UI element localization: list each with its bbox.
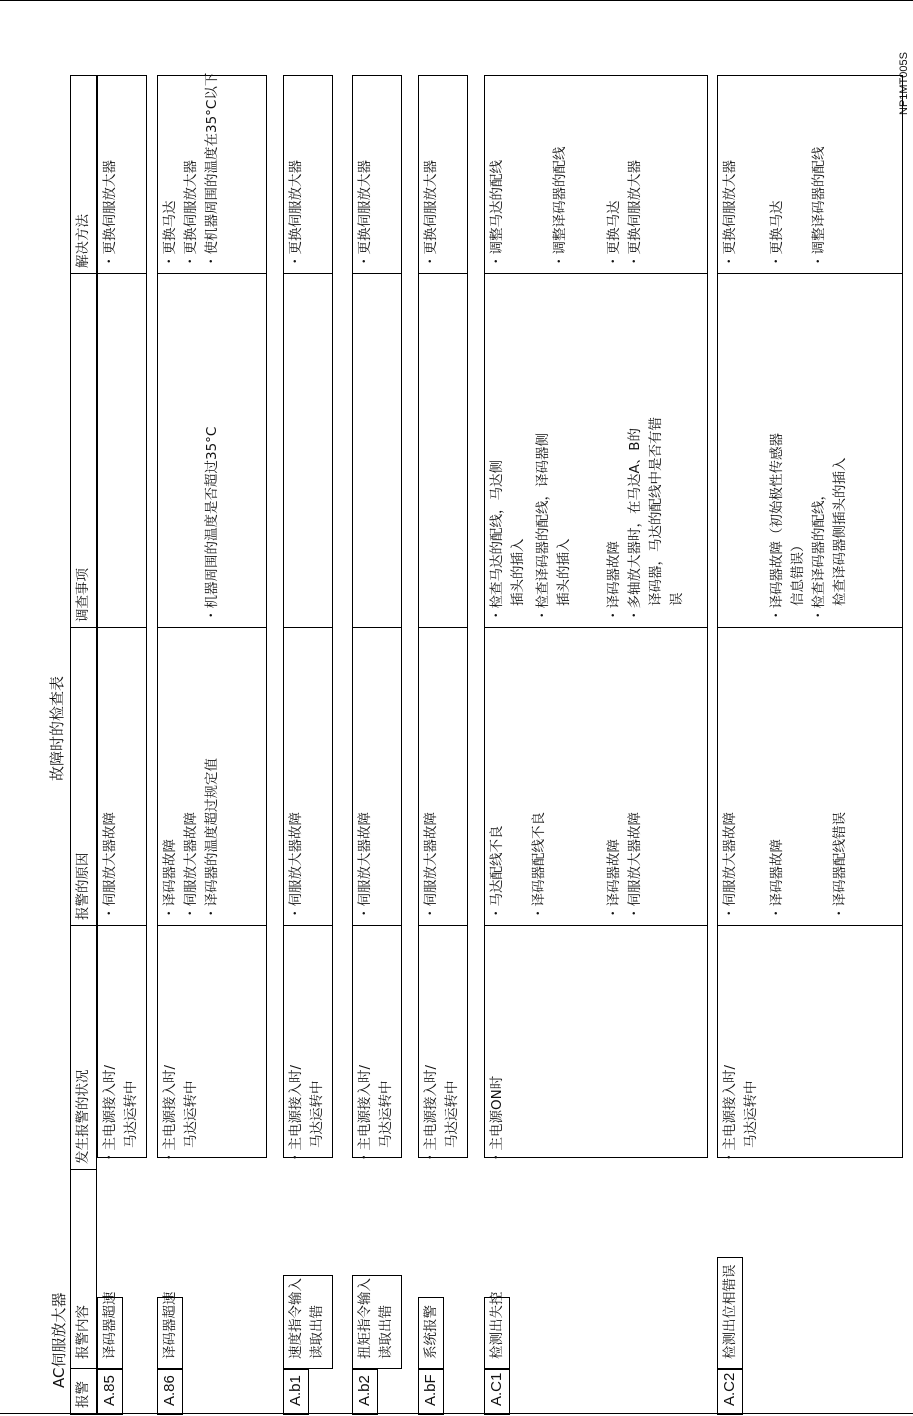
subtitle: AC伺服放大器 [50, 1292, 68, 1388]
cause-line: ・伺服放大器故障 [183, 812, 199, 920]
situation-line: 马达运转中 [183, 1080, 199, 1148]
cause-line: ・伺服放大器故障 [627, 812, 643, 920]
solution-line: ・更换伺服放大器 [627, 160, 643, 268]
check-line: 插头的插入 [510, 538, 526, 606]
situation-line: ・主电源接入时/ [357, 1064, 373, 1164]
solution-line: ・更换马达 [162, 200, 178, 268]
header-frame [70, 75, 97, 1415]
solution-line: ・更换马达 [606, 200, 622, 268]
solution-line: ・更换伺服放大器 [423, 160, 439, 268]
check-line: ・译码器故障（初始极性传感器 [769, 433, 785, 622]
check-line: ・译码器故障 [606, 541, 622, 622]
divider [717, 273, 903, 274]
divider [157, 925, 267, 926]
alarm-content: 译码器超速 [162, 1291, 178, 1359]
divider [70, 1368, 97, 1369]
situation-line: 马达运转中 [123, 1080, 139, 1148]
solution-line: ・调整译码器的配线 [811, 146, 827, 268]
cause-line: ・译码器故障 [606, 839, 622, 920]
alarm-content: 读取出错 [378, 1305, 394, 1359]
cause-line: ・伺服放大器故障 [288, 812, 304, 920]
situation-line: ・主电源接入时/ [288, 1064, 304, 1164]
divider [157, 627, 267, 628]
solution-line: ・使机器周围的温度在35°C以下 [204, 72, 220, 268]
header-solution: 解决方法 [75, 214, 91, 268]
cause-line: ・译码器故障 [769, 839, 785, 920]
alarm-content: 译码器超速 [102, 1291, 118, 1359]
cause-line: ・伺服放大器故障 [357, 812, 373, 920]
header-content: 报警内容 [75, 1305, 91, 1359]
situation-line: 马达运转中 [309, 1080, 325, 1148]
alarm-code: A.bF [422, 1374, 439, 1406]
doc-code: NP1MT005S [898, 52, 910, 115]
divider [283, 627, 333, 628]
solution-line: ・更换伺服放大器 [183, 160, 199, 268]
check-line: ・检查马达的配线，马达侧 [489, 460, 505, 622]
cause-line: ・译码器的温度超过规定值 [204, 758, 220, 920]
alarm-code: A.85 [101, 1375, 118, 1406]
divider [717, 925, 903, 926]
alarm-content: 检测出位相错误 [722, 1264, 738, 1359]
divider [484, 925, 708, 926]
cause-line: ・伺服放大器故障 [423, 812, 439, 920]
solution-line: ・更换马达 [769, 200, 785, 268]
situation-line: 马达运转中 [743, 1080, 759, 1148]
cause-line: ・马达配线不良 [489, 825, 505, 920]
cause-line: ・译码器故障 [162, 839, 178, 920]
situation-line: 马达运转中 [378, 1080, 394, 1148]
divider [352, 273, 402, 274]
check-line: 插头的插入 [556, 538, 572, 606]
divider [418, 273, 468, 274]
solution-line: ・更换伺服放大器 [288, 160, 304, 268]
check-line: 误 [669, 592, 685, 606]
situation-line: 马达运转中 [444, 1080, 460, 1148]
divider [70, 925, 97, 926]
divider [418, 925, 468, 926]
check-line: 检查译码器侧插头的插入 [832, 457, 848, 606]
check-line: ・检查译码器的配线， [811, 487, 827, 622]
solution-line: ・更换伺服放大器 [102, 160, 118, 268]
cause-line: ・伺服放大器故障 [722, 812, 738, 920]
alarm-code: A.b1 [287, 1375, 304, 1406]
divider [484, 273, 708, 274]
divider [484, 627, 708, 628]
situation-line: ・主电源接入时/ [722, 1064, 738, 1164]
divider [97, 925, 147, 926]
alarm-code: A.C1 [488, 1372, 505, 1406]
check-line: ・机器周围的温度是否超过35°C [204, 426, 220, 622]
situation-line: ・主电源接入时/ [102, 1064, 118, 1164]
header-check: 调查事项 [75, 568, 91, 622]
cause-line: ・伺服放大器故障 [102, 812, 118, 920]
row-frame [484, 75, 708, 1158]
alarm-code: A.b2 [356, 1375, 373, 1406]
divider [418, 627, 468, 628]
header-cause: 报警的原因 [75, 852, 91, 920]
situation-line: ・主电源接入时/ [162, 1064, 178, 1164]
check-line: 信息错误） [790, 538, 806, 606]
header-alarm: 报警 [75, 1381, 91, 1408]
situation-line: ・主电源ON时 [489, 1075, 505, 1164]
alarm-content: 检测出失控 [489, 1291, 505, 1359]
cause-line: ・译码器配线不良 [531, 812, 547, 920]
divider [717, 627, 903, 628]
alarm-code: A.86 [161, 1375, 178, 1406]
check-line: ・多轴放大器时，在马达A、B的 [627, 428, 643, 622]
divider [70, 273, 97, 274]
solution-line: ・更换伺服放大器 [722, 160, 738, 268]
divider [352, 925, 402, 926]
alarm-code: A.C2 [721, 1372, 738, 1406]
cause-line: ・译码器配线错误 [832, 812, 848, 920]
divider [97, 273, 147, 274]
divider [70, 1169, 97, 1170]
header-situation: 发生报警的状况 [75, 1069, 91, 1164]
divider [283, 925, 333, 926]
solution-line: ・更换伺服放大器 [357, 160, 373, 268]
check-line: 译码器，马达的配线中是否有错 [648, 417, 664, 606]
alarm-content: 读取出错 [309, 1305, 325, 1359]
divider [283, 273, 333, 274]
divider [97, 627, 147, 628]
situation-line: ・主电源接入时/ [423, 1064, 439, 1164]
divider [70, 627, 97, 628]
alarm-content: 系统报警 [423, 1305, 439, 1359]
alarm-content: 扭矩指令输入 [357, 1278, 373, 1359]
check-line: ・检查译码器的配线，译码器侧 [535, 433, 551, 622]
solution-line: ・调整马达的配线 [489, 160, 505, 268]
divider [352, 627, 402, 628]
alarm-content: 速度指令输入 [288, 1278, 304, 1359]
main-title: 故障时的检查表 [48, 675, 66, 781]
solution-line: ・调整译码器的配线 [552, 146, 568, 268]
divider [157, 273, 267, 274]
